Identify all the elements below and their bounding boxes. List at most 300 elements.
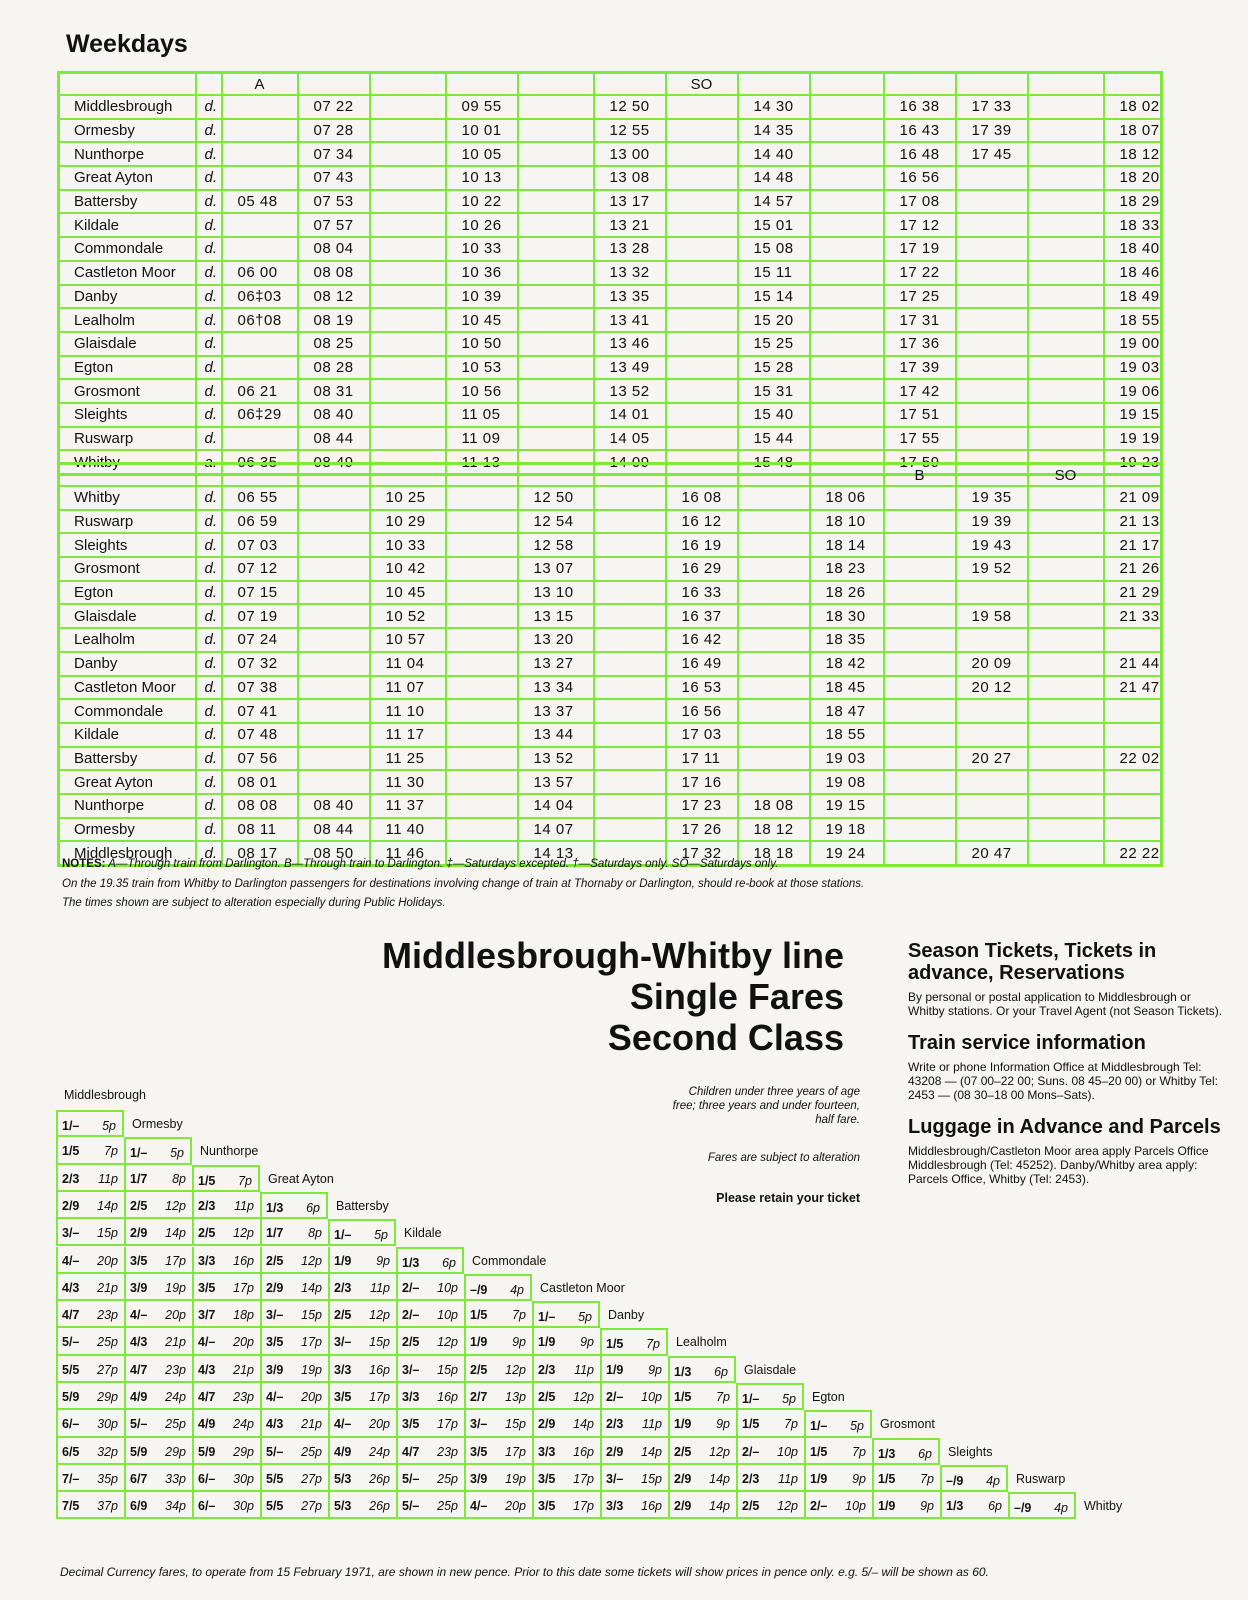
time-cell: 17 11 bbox=[666, 747, 738, 771]
time-cell bbox=[594, 628, 666, 652]
time-cell: 11 46 bbox=[370, 841, 446, 865]
header-cell: SO bbox=[1028, 464, 1104, 487]
time-cell bbox=[298, 533, 370, 557]
dep-arr-marker: d. bbox=[196, 699, 222, 723]
time-cell: 12 58 bbox=[518, 533, 594, 557]
fare-cell bbox=[464, 1274, 532, 1301]
time-cell bbox=[446, 723, 518, 747]
fare-cell bbox=[124, 1438, 192, 1465]
notes-label: NOTES: bbox=[62, 858, 106, 870]
time-cell bbox=[298, 676, 370, 700]
time-cell bbox=[738, 581, 810, 605]
old-fare: 2/5 bbox=[742, 1499, 760, 1514]
station-name: Commondale bbox=[59, 699, 196, 723]
time-cell bbox=[738, 747, 810, 771]
new-fare: 32p bbox=[97, 1444, 118, 1459]
table-row bbox=[59, 213, 1162, 237]
station-name: Middlesbrough bbox=[59, 95, 196, 119]
fare-cell bbox=[260, 1274, 328, 1301]
new-fare: 9p bbox=[920, 1499, 934, 1514]
header-cell bbox=[298, 73, 370, 96]
fare-cell bbox=[328, 1410, 396, 1437]
time-cell: 16 38 bbox=[884, 95, 956, 119]
table-row bbox=[59, 427, 1162, 451]
time-cell bbox=[1028, 723, 1104, 747]
time-cell bbox=[956, 427, 1028, 451]
header-cell bbox=[518, 464, 594, 487]
time-cell bbox=[222, 119, 298, 143]
new-fare: 17p bbox=[573, 1471, 594, 1486]
fare-cell bbox=[1008, 1492, 1076, 1519]
new-fare: 19p bbox=[505, 1471, 526, 1486]
fare-cell bbox=[192, 1383, 260, 1410]
station-name: Danby bbox=[59, 652, 196, 676]
time-cell bbox=[1028, 794, 1104, 818]
time-cell: 08 17 bbox=[222, 841, 298, 865]
fares-subject-note: Fares are subject to alteration bbox=[707, 1152, 860, 1164]
new-fare: 8p bbox=[172, 1171, 186, 1186]
time-cell bbox=[956, 723, 1028, 747]
time-cell bbox=[956, 285, 1028, 309]
old-fare: 4/7 bbox=[130, 1362, 148, 1377]
fare-cell bbox=[260, 1383, 328, 1410]
time-cell: 11 07 bbox=[370, 676, 446, 700]
time-cell: 17 59 bbox=[884, 450, 956, 474]
fare-cell bbox=[396, 1356, 464, 1383]
header-row bbox=[59, 464, 1162, 487]
time-cell bbox=[370, 237, 446, 261]
old-fare: 4/7 bbox=[62, 1308, 80, 1323]
time-cell: 16 37 bbox=[666, 604, 738, 628]
time-cell bbox=[738, 557, 810, 581]
old-fare: 4/9 bbox=[198, 1417, 216, 1432]
new-fare: 25p bbox=[97, 1335, 118, 1350]
station-name: Grosmont bbox=[59, 379, 196, 403]
table-row bbox=[59, 486, 1162, 510]
old-fare: 2/5 bbox=[470, 1362, 488, 1377]
time-cell: 11 40 bbox=[370, 818, 446, 842]
time-cell: 18 55 bbox=[1104, 308, 1162, 332]
new-fare: 15p bbox=[301, 1308, 322, 1323]
time-cell bbox=[738, 723, 810, 747]
time-cell bbox=[810, 95, 884, 119]
old-fare: 1/9 bbox=[470, 1335, 488, 1350]
new-fare: 5p bbox=[850, 1419, 864, 1434]
time-cell: 15 20 bbox=[738, 308, 810, 332]
table-row bbox=[59, 190, 1162, 214]
new-fare: 19p bbox=[301, 1362, 322, 1377]
table-row bbox=[59, 604, 1162, 628]
new-fare: 6p bbox=[442, 1255, 456, 1270]
time-cell: 19 39 bbox=[956, 510, 1028, 534]
time-cell bbox=[370, 379, 446, 403]
dep-arr-marker: d. bbox=[196, 427, 222, 451]
new-fare: 14p bbox=[641, 1444, 662, 1459]
old-fare: 4/3 bbox=[62, 1280, 80, 1295]
new-fare: 23p bbox=[437, 1444, 458, 1459]
old-fare: 5/5 bbox=[266, 1499, 284, 1514]
dep-arr-marker: a. bbox=[196, 450, 222, 474]
fare-cell bbox=[328, 1438, 396, 1465]
time-cell: 14 09 bbox=[594, 450, 666, 474]
time-cell: 14 01 bbox=[594, 403, 666, 427]
time-cell: 15 08 bbox=[738, 237, 810, 261]
time-cell: 13 57 bbox=[518, 770, 594, 794]
table-row bbox=[59, 557, 1162, 581]
time-cell bbox=[666, 427, 738, 451]
old-fare: 1/3 bbox=[266, 1200, 284, 1215]
old-fare: 2/– bbox=[402, 1308, 420, 1323]
time-cell: 14 35 bbox=[738, 119, 810, 143]
time-cell bbox=[1028, 747, 1104, 771]
old-fare: 2/3 bbox=[606, 1417, 624, 1432]
fare-cell bbox=[260, 1301, 328, 1328]
time-cell bbox=[1028, 581, 1104, 605]
time-cell: 18 35 bbox=[810, 628, 884, 652]
time-cell bbox=[956, 356, 1028, 380]
new-fare: 29p bbox=[165, 1444, 186, 1459]
fare-cell bbox=[600, 1492, 668, 1519]
time-cell bbox=[518, 332, 594, 356]
fare-cell bbox=[940, 1465, 1008, 1492]
time-cell bbox=[956, 261, 1028, 285]
fare-station-label: Whitby bbox=[1084, 1499, 1123, 1514]
old-fare: 3/5 bbox=[130, 1253, 148, 1268]
station-name: Egton bbox=[59, 356, 196, 380]
fare-cell bbox=[396, 1438, 464, 1465]
time-cell: 08 01 bbox=[222, 770, 298, 794]
fare-station-label: Castleton Moor bbox=[540, 1280, 625, 1295]
header-cell bbox=[810, 73, 884, 96]
time-cell bbox=[738, 486, 810, 510]
time-cell: 12 55 bbox=[594, 119, 666, 143]
header-cell bbox=[956, 73, 1028, 96]
time-cell bbox=[666, 308, 738, 332]
time-cell bbox=[956, 166, 1028, 190]
fare-cell bbox=[124, 1301, 192, 1328]
old-fare: 2/– bbox=[606, 1390, 624, 1404]
fare-cell bbox=[192, 1301, 260, 1328]
fare-cell bbox=[736, 1410, 804, 1437]
old-fare: 3/– bbox=[62, 1226, 80, 1241]
new-fare: 25p bbox=[165, 1417, 186, 1432]
time-cell: 21 26 bbox=[1104, 557, 1162, 581]
fare-cell bbox=[260, 1410, 328, 1437]
old-fare: 4/– bbox=[266, 1390, 284, 1404]
new-fare: 17p bbox=[573, 1499, 594, 1514]
old-fare: 4/– bbox=[62, 1253, 80, 1268]
fare-cell bbox=[532, 1410, 600, 1437]
old-fare: 3/– bbox=[266, 1308, 284, 1323]
station-name: Kildale bbox=[59, 213, 196, 237]
time-cell: 10 39 bbox=[446, 285, 518, 309]
old-fare: 7/– bbox=[62, 1471, 80, 1486]
old-fare: 3/5 bbox=[538, 1499, 556, 1514]
time-cell: 18 42 bbox=[810, 652, 884, 676]
time-cell: 13 08 bbox=[594, 166, 666, 190]
fare-cell bbox=[328, 1301, 396, 1328]
old-fare: 6/5 bbox=[62, 1444, 80, 1459]
time-cell: 21 09 bbox=[1104, 486, 1162, 510]
time-cell: 10 45 bbox=[446, 308, 518, 332]
new-fare: 12p bbox=[301, 1253, 322, 1268]
timetable-notes bbox=[62, 855, 864, 914]
time-cell bbox=[810, 332, 884, 356]
time-cell: 15 11 bbox=[738, 261, 810, 285]
dep-arr-marker: d. bbox=[196, 747, 222, 771]
time-cell: 18 02 bbox=[1104, 95, 1162, 119]
time-cell: 07 24 bbox=[222, 628, 298, 652]
table-row bbox=[59, 95, 1162, 119]
time-cell: 14 13 bbox=[518, 841, 594, 865]
time-cell bbox=[1104, 723, 1162, 747]
dep-arr-marker: d. bbox=[196, 285, 222, 309]
fare-cell bbox=[328, 1356, 396, 1383]
old-fare: 5/– bbox=[402, 1499, 420, 1514]
time-cell: 18 49 bbox=[1104, 285, 1162, 309]
fare-cell bbox=[872, 1438, 940, 1465]
time-cell: 18 18 bbox=[738, 841, 810, 865]
old-fare: 2/9 bbox=[266, 1280, 284, 1295]
old-fare: 2/5 bbox=[266, 1253, 284, 1268]
station-name: Castleton Moor bbox=[59, 676, 196, 700]
time-cell bbox=[222, 213, 298, 237]
time-cell bbox=[1028, 142, 1104, 166]
info-text: Write or phone Information Office at Middlesbrough Tel: 43208 — (07 00–22 00; Suns. 08 45–20 00) or Whitby Tel: 2453 — (08 30–18 00 Mons–Sats). bbox=[908, 1060, 1218, 1102]
fare-cell bbox=[600, 1438, 668, 1465]
new-fare: 17p bbox=[233, 1280, 254, 1295]
new-fare: 10p bbox=[845, 1499, 866, 1514]
decimal-note: Decimal Currency fares, to operate from 15 February 1971, are shown in new pence. Prior to this date some tickets will show prices in pence only. e.g. 5/– will be shown as 60. bbox=[60, 1565, 989, 1579]
time-cell: 21 29 bbox=[1104, 581, 1162, 605]
old-fare: 1/5 bbox=[674, 1390, 692, 1404]
new-fare: 20p bbox=[301, 1390, 322, 1404]
new-fare: 20p bbox=[369, 1417, 390, 1432]
new-fare: 5p bbox=[374, 1228, 388, 1243]
new-fare: 7p bbox=[784, 1417, 798, 1432]
time-cell: 10 26 bbox=[446, 213, 518, 237]
new-fare: 8p bbox=[308, 1226, 322, 1241]
time-cell bbox=[518, 308, 594, 332]
time-cell bbox=[666, 142, 738, 166]
fare-cell bbox=[668, 1383, 736, 1410]
fare-cell bbox=[328, 1274, 396, 1301]
time-cell: 19 43 bbox=[956, 533, 1028, 557]
station-name: Castleton Moor bbox=[59, 261, 196, 285]
fare-station-label: Ruswarp bbox=[1016, 1471, 1066, 1486]
time-cell bbox=[884, 652, 956, 676]
time-cell: 06†08 bbox=[222, 308, 298, 332]
time-cell bbox=[666, 356, 738, 380]
time-cell: 10 13 bbox=[446, 166, 518, 190]
time-cell bbox=[222, 142, 298, 166]
fare-cell bbox=[872, 1492, 940, 1519]
table-row bbox=[59, 166, 1162, 190]
old-fare: 5/5 bbox=[62, 1362, 80, 1377]
fare-cell bbox=[260, 1356, 328, 1383]
old-fare: 1/– bbox=[334, 1228, 352, 1243]
fare-station-label: Kildale bbox=[404, 1226, 442, 1241]
old-fare: 4/3 bbox=[130, 1335, 148, 1350]
time-cell: 17 08 bbox=[884, 190, 956, 214]
dep-arr-marker: d. bbox=[196, 604, 222, 628]
time-cell: 21 33 bbox=[1104, 604, 1162, 628]
fare-cell bbox=[736, 1438, 804, 1465]
time-cell: 07 56 bbox=[222, 747, 298, 771]
old-fare: 4/9 bbox=[334, 1444, 352, 1459]
old-fare: 1/9 bbox=[334, 1253, 352, 1268]
time-cell bbox=[594, 676, 666, 700]
time-cell: 17 32 bbox=[666, 841, 738, 865]
station-name: Commondale bbox=[59, 237, 196, 261]
new-fare: 37p bbox=[97, 1499, 118, 1514]
time-cell bbox=[1028, 699, 1104, 723]
fare-cell bbox=[192, 1247, 260, 1274]
time-cell: 06 55 bbox=[222, 486, 298, 510]
time-cell bbox=[956, 581, 1028, 605]
time-cell: 18 10 bbox=[810, 510, 884, 534]
fare-cell bbox=[192, 1192, 260, 1219]
fare-cell bbox=[396, 1383, 464, 1410]
time-cell: 13 32 bbox=[594, 261, 666, 285]
new-fare: 24p bbox=[233, 1417, 254, 1432]
fare-cell bbox=[56, 1192, 124, 1219]
fare-cell bbox=[668, 1465, 736, 1492]
fare-cell bbox=[124, 1465, 192, 1492]
time-cell bbox=[370, 427, 446, 451]
old-fare: 2/9 bbox=[606, 1444, 624, 1459]
time-cell bbox=[298, 557, 370, 581]
old-fare: 4/9 bbox=[130, 1390, 148, 1404]
time-cell bbox=[1104, 628, 1162, 652]
time-cell bbox=[666, 95, 738, 119]
old-fare: 7/5 bbox=[62, 1499, 80, 1514]
new-fare: 9p bbox=[376, 1253, 390, 1268]
time-cell bbox=[370, 166, 446, 190]
old-fare: –/9 bbox=[470, 1282, 488, 1297]
fare-cell bbox=[736, 1465, 804, 1492]
new-fare: 9p bbox=[716, 1417, 730, 1432]
new-fare: 17p bbox=[165, 1253, 186, 1268]
time-cell: 15 40 bbox=[738, 403, 810, 427]
table-row bbox=[59, 652, 1162, 676]
fare-cell bbox=[124, 1492, 192, 1519]
fare-cell bbox=[56, 1383, 124, 1410]
fare-cell bbox=[56, 1410, 124, 1437]
fare-cell bbox=[600, 1410, 668, 1437]
fare-cell bbox=[736, 1383, 804, 1410]
time-cell: 08 25 bbox=[298, 332, 370, 356]
fare-cell bbox=[668, 1438, 736, 1465]
fare-cell bbox=[464, 1356, 532, 1383]
new-fare: 11p bbox=[574, 1362, 594, 1377]
time-cell bbox=[1104, 770, 1162, 794]
time-cell bbox=[222, 427, 298, 451]
old-fare: 2/5 bbox=[674, 1444, 692, 1459]
time-cell: 19 23 bbox=[1104, 450, 1162, 474]
fare-cell bbox=[260, 1492, 328, 1519]
time-cell bbox=[222, 95, 298, 119]
old-fare: 2/5 bbox=[130, 1198, 148, 1213]
fare-station-label: Danby bbox=[608, 1308, 645, 1323]
new-fare: 6p bbox=[306, 1200, 320, 1215]
time-cell: 10 45 bbox=[370, 581, 446, 605]
fare-cell bbox=[56, 1465, 124, 1492]
fare-cell bbox=[260, 1438, 328, 1465]
time-cell bbox=[738, 676, 810, 700]
new-fare: 7p bbox=[238, 1173, 252, 1188]
time-cell bbox=[446, 486, 518, 510]
time-cell bbox=[810, 308, 884, 332]
old-fare: 3/– bbox=[606, 1471, 624, 1486]
fare-cell bbox=[56, 1219, 124, 1246]
time-cell bbox=[956, 818, 1028, 842]
new-fare: 5p bbox=[782, 1392, 796, 1406]
time-cell: 11 09 bbox=[446, 427, 518, 451]
time-cell bbox=[1028, 486, 1104, 510]
new-fare: 4p bbox=[510, 1282, 524, 1297]
old-fare: 3/7 bbox=[198, 1308, 216, 1323]
station-name: Ruswarp bbox=[59, 510, 196, 534]
old-fare: 1/5 bbox=[878, 1471, 896, 1486]
new-fare: 17p bbox=[505, 1444, 526, 1459]
time-cell: 19 03 bbox=[1104, 356, 1162, 380]
fare-cell bbox=[192, 1165, 260, 1192]
time-cell bbox=[1028, 652, 1104, 676]
time-cell: 11 30 bbox=[370, 770, 446, 794]
time-cell: 10 22 bbox=[446, 190, 518, 214]
table-row bbox=[59, 119, 1162, 143]
time-cell bbox=[884, 770, 956, 794]
time-cell bbox=[884, 604, 956, 628]
time-cell bbox=[518, 95, 594, 119]
new-fare: 18p bbox=[233, 1308, 254, 1323]
new-fare: 30p bbox=[233, 1471, 254, 1486]
new-fare: 20p bbox=[97, 1253, 118, 1268]
station-name: Ormesby bbox=[59, 818, 196, 842]
time-cell: 17 22 bbox=[884, 261, 956, 285]
dep-arr-marker: d. bbox=[196, 190, 222, 214]
time-cell bbox=[810, 261, 884, 285]
time-cell bbox=[956, 190, 1028, 214]
header-cell bbox=[298, 464, 370, 487]
new-fare: 23p bbox=[97, 1308, 118, 1323]
old-fare: 3/3 bbox=[334, 1362, 352, 1377]
new-fare: 7p bbox=[512, 1308, 526, 1323]
new-fare: 21p bbox=[301, 1417, 322, 1432]
time-cell: 13 21 bbox=[594, 213, 666, 237]
time-cell: 19 08 bbox=[810, 770, 884, 794]
old-fare: 1/3 bbox=[946, 1499, 964, 1514]
time-cell: 20 27 bbox=[956, 747, 1028, 771]
old-fare: 2/9 bbox=[538, 1417, 556, 1432]
new-fare: 5p bbox=[102, 1119, 116, 1133]
old-fare: –/9 bbox=[946, 1473, 964, 1488]
new-fare: 23p bbox=[233, 1390, 254, 1404]
time-cell: 17 39 bbox=[956, 119, 1028, 143]
old-fare: 2/5 bbox=[402, 1335, 420, 1350]
table-row bbox=[59, 261, 1162, 285]
info-heading: Train service information bbox=[908, 1032, 1146, 1054]
time-cell: 16 19 bbox=[666, 533, 738, 557]
fare-cell bbox=[124, 1165, 192, 1192]
new-fare: 25p bbox=[437, 1499, 458, 1514]
new-fare: 14p bbox=[97, 1198, 118, 1213]
time-cell bbox=[810, 356, 884, 380]
table-row bbox=[59, 818, 1162, 842]
time-cell: 14 07 bbox=[518, 818, 594, 842]
time-cell bbox=[298, 581, 370, 605]
